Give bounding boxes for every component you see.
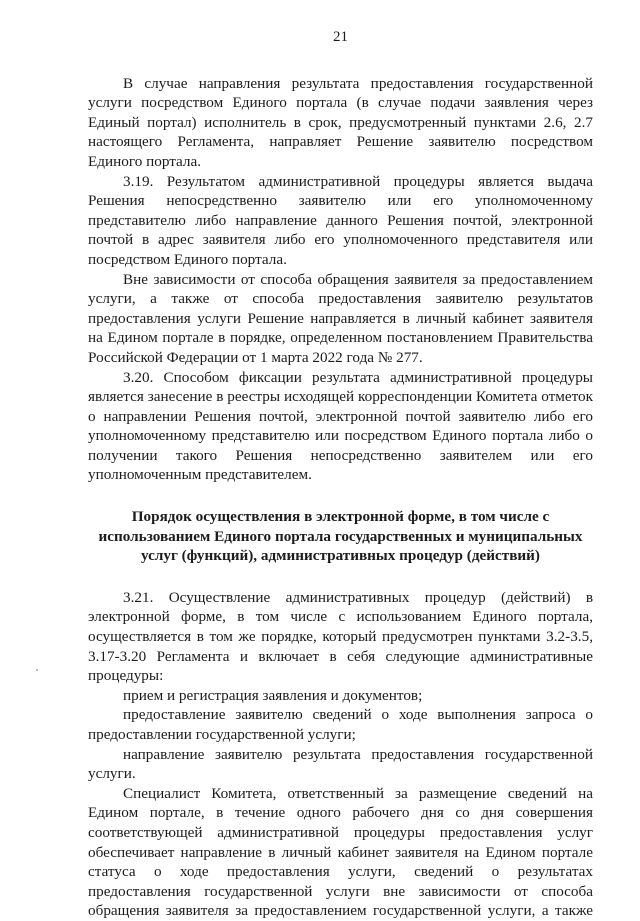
paragraph-result-via-portal: В случае направления результата предоставления государственной услуги посредством Единого портала (в случае подачи заявления через Единый портал) исполнитель в срок, предусмотренный пунктами 2.6, 2.7 настоящего Регламента, направляет Решение заявителю посредством Единого портала. (88, 74, 593, 170)
list-item-progress-info: предоставление заявителю сведений о ходе выполнения запроса о предоставлении государственной услуги; (88, 706, 593, 743)
paragraph-3-20: 3.20. Способом фиксации результата административной процедуры является занесение в реестры исходящей корреспонденции Комитета отметок о направлении Решения почтой, электронной почтой заявителю либо его уполномоченному представителю или посредством Единого портала либо о получении такого Решения непосредственно заявителем или его уполномоченным представителем. (88, 368, 593, 484)
paragraph-3-21: 3.21. Осуществление административных процедур (действий) в электронной форме, в том числе с использованием Единого портала, осуществляется в том же порядке, который предусмотрен пунктами 3.2-3.5, 3.17-3.20 Регламента и включает в себя следующие административные процедуры: (88, 588, 593, 685)
document-page (88, 28, 593, 921)
list-item-registration: прием и регистрация заявления и документов; (123, 686, 423, 704)
paragraph-personal-cabinet: Вне зависимости от способа обращения заявителя за предоставлением услуги, а также от способа предоставления заявителю результатов предоставления услуги Решение направляется в личный кабинет заявителя на Едином портале в порядке, определенном постановлением Правительства Российской Федерации от 1 марта 2022 года № 277. (88, 270, 593, 366)
page-number: 21 (333, 29, 348, 45)
scan-mark (36, 669, 38, 671)
paragraph-3-19: 3.19. Результатом административной процедуры является выдача Решения непосредственно заявителю или его уполномоченному представителю либо направление данного Решения почтой, электронной почтой в адрес заявителя либо его уполномоченного представителя или посредством Единого портала. (88, 172, 593, 268)
paragraph-specialist: Специалист Комитета, ответственный за размещение сведений на Едином портале, в течение одного рабочего дня со дня совершения соответствующей административной процедуры предоставления услуг обеспечивает направление в личный кабинет заявителя на Едином портале статуса о ходе предоставления услуги, сведений о результатах предоставления государственной услуги вне зависимости от способа обращения заявителя за предоставлением государственной услуги, а также (88, 784, 593, 920)
list-item-result-delivery: направление заявителю результата предоставления государственной услуги. (88, 745, 593, 783)
section-heading: Порядок осуществления в электронной форме, в том числе с использованием Единого портала государственных и муниципальных услуг (функций), административных процедур (действий) (98, 508, 583, 565)
